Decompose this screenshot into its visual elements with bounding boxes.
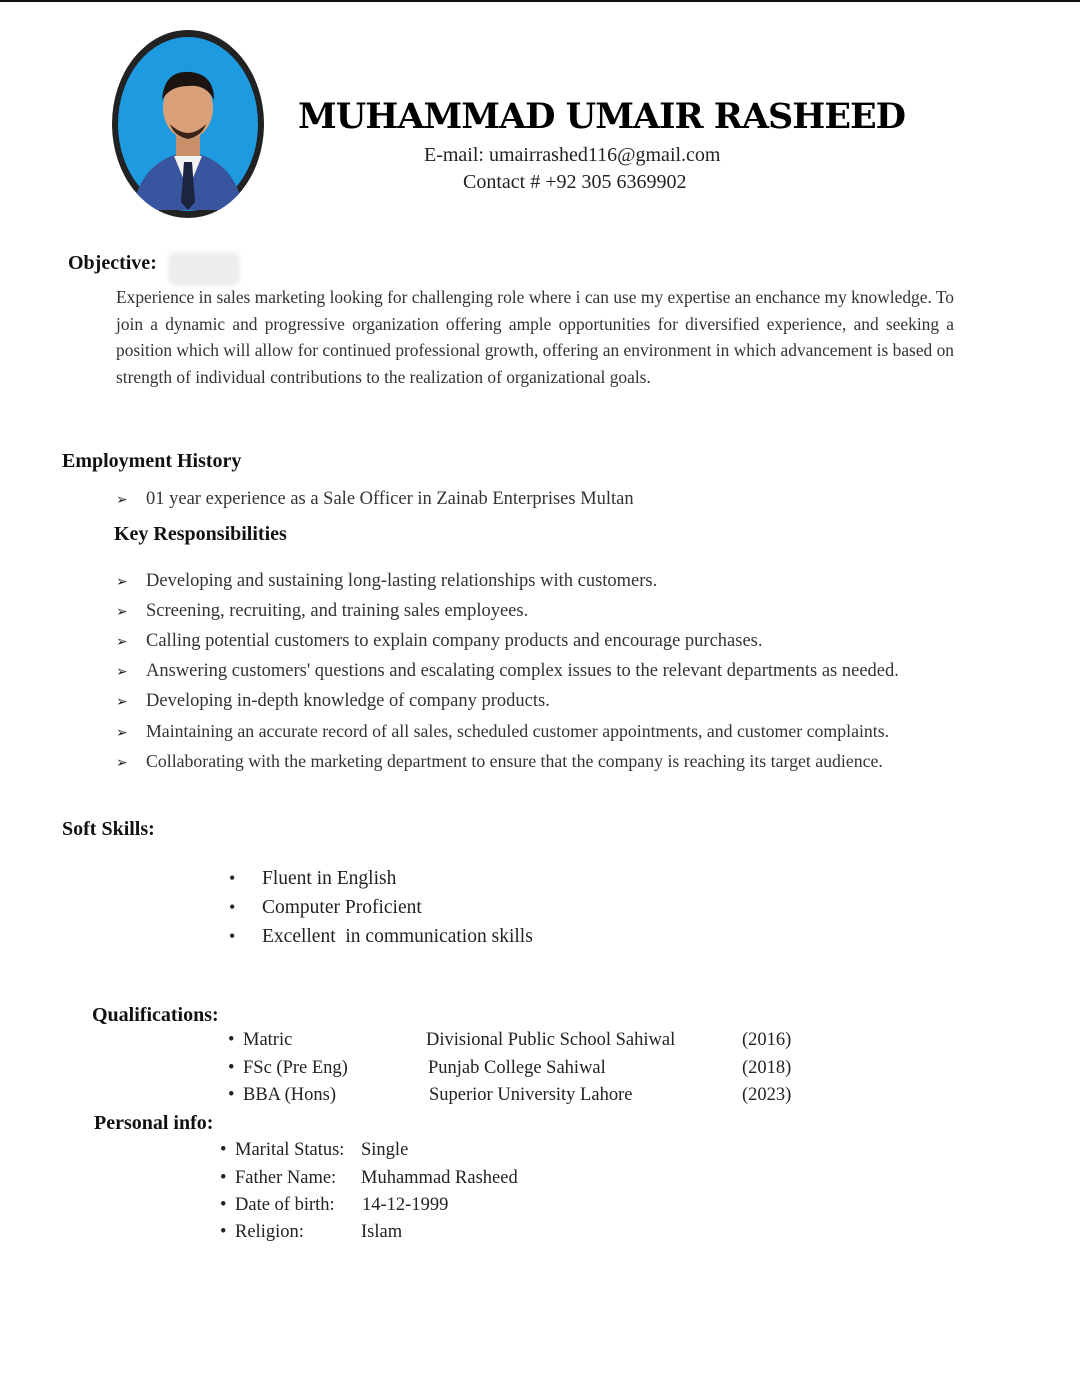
- dot-bullet-icon: •: [228, 1085, 235, 1105]
- arrow-bullet-icon: ➢: [116, 694, 128, 710]
- soft-skills-heading: Soft Skills:: [62, 818, 155, 840]
- top-border: [0, 0, 1080, 2]
- responsibility-item: [116, 751, 883, 772]
- candidate-name: MUHAMMAD UMAIR RASHEED: [298, 96, 906, 137]
- scan-smudge: [168, 252, 240, 286]
- personal-label: Date of birth:: [235, 1195, 335, 1215]
- responsibility-item: [116, 601, 528, 622]
- dot-bullet-icon: •: [228, 1030, 235, 1050]
- skill-text: Computer Proficient: [262, 897, 422, 918]
- arrow-bullet-icon: ➢: [116, 574, 128, 590]
- responsibility-item: [116, 691, 550, 712]
- employment-item: [116, 489, 634, 510]
- profile-photo: [112, 30, 264, 218]
- qualification-year: (2018): [742, 1058, 792, 1078]
- contact-line: Contact # +92 305 6369902: [463, 171, 687, 193]
- personal-value: Single: [361, 1140, 409, 1160]
- qualifications-heading: Qualifications:: [92, 1004, 219, 1026]
- responsibility-text: Developing and sustaining long-lasting relationships with customers.: [146, 571, 658, 591]
- responsibility-item: [116, 721, 889, 742]
- arrow-bullet-icon: ➢: [116, 492, 128, 508]
- arrow-bullet-icon: ➢: [116, 604, 128, 620]
- responsibility-item: [116, 571, 657, 592]
- personal-value: 14-12-1999: [362, 1195, 449, 1215]
- personal-value: Muhammad Rasheed: [361, 1168, 518, 1188]
- personal-info-heading: Personal info:: [94, 1112, 214, 1134]
- skill-item: [229, 897, 422, 919]
- qualification-year: (2023): [742, 1085, 792, 1105]
- arrow-bullet-icon: ➢: [116, 634, 128, 650]
- skill-item: [229, 868, 396, 890]
- qualification-institute: Superior University Lahore: [429, 1085, 633, 1105]
- qualification-degree: FSc (Pre Eng): [243, 1058, 348, 1078]
- responsibility-text: Developing in-depth knowledge of company products.: [146, 691, 550, 711]
- arrow-bullet-icon: ➢: [116, 725, 128, 741]
- responsibility-text: Collaborating with the marketing department to ensure that the company is reaching its target audience.: [146, 751, 883, 771]
- employment-heading: Employment History: [62, 450, 242, 472]
- qualification-institute: Punjab College Sahiwal: [428, 1058, 606, 1078]
- dot-bullet-icon: •: [220, 1140, 227, 1160]
- responsibility-text: Calling potential customers to explain company products and encourage purchases.: [146, 631, 763, 651]
- dot-bullet-icon: •: [220, 1195, 227, 1215]
- qualification-degree: BBA (Hons): [243, 1085, 337, 1105]
- dot-bullet-icon: •: [229, 868, 236, 888]
- arrow-bullet-icon: ➢: [116, 664, 128, 680]
- employment-item-text: 01 year experience as a Sale Officer in Zainab Enterprises Multan: [146, 489, 634, 509]
- personal-label: Religion:: [235, 1222, 304, 1242]
- arrow-bullet-icon: ➢: [116, 755, 128, 771]
- qualification-institute: Divisional Public School Sahiwal: [426, 1030, 676, 1050]
- skill-text: Excellent in communication skills: [262, 926, 533, 947]
- responsibility-text: Answering customers' questions and escalating complex issues to the relevant departments as needed.: [146, 661, 899, 681]
- dot-bullet-icon: •: [220, 1168, 227, 1188]
- qualification-degree: Matric: [243, 1030, 293, 1050]
- responsibilities-heading: Key Responsibilities: [114, 523, 287, 545]
- objective-heading: Objective:: [68, 252, 157, 274]
- dot-bullet-icon: •: [229, 897, 236, 917]
- dot-bullet-icon: •: [229, 926, 236, 946]
- personal-value: Islam: [361, 1222, 403, 1242]
- skill-item: [229, 926, 533, 948]
- responsibility-item: [116, 631, 763, 652]
- personal-label: Father Name:: [235, 1168, 337, 1188]
- email-line: E-mail: umairrashed116@gmail.com: [424, 144, 721, 166]
- dot-bullet-icon: •: [220, 1222, 227, 1242]
- personal-label: Marital Status:: [235, 1140, 345, 1160]
- responsibility-text: Maintaining an accurate record of all sales, scheduled customer appointments, and customer complaints.: [146, 721, 890, 741]
- dot-bullet-icon: •: [228, 1058, 235, 1078]
- qualification-year: (2016): [742, 1030, 792, 1050]
- skill-text: Fluent in English: [262, 868, 397, 889]
- responsibility-text: Screening, recruiting, and training sales employees.: [146, 601, 529, 621]
- objective-text: Experience in sales marketing looking for challenging role where i can use my expertise an enchance my knowledge. To join a dynamic and progressive organization offering ample opportunities for diversified experience, and seeking a position which will allow for continued professional growth, offering an environment in which advancement is based on strength of individual contributions to the realization of organizational goals.: [116, 287, 954, 387]
- responsibility-item: [116, 661, 899, 682]
